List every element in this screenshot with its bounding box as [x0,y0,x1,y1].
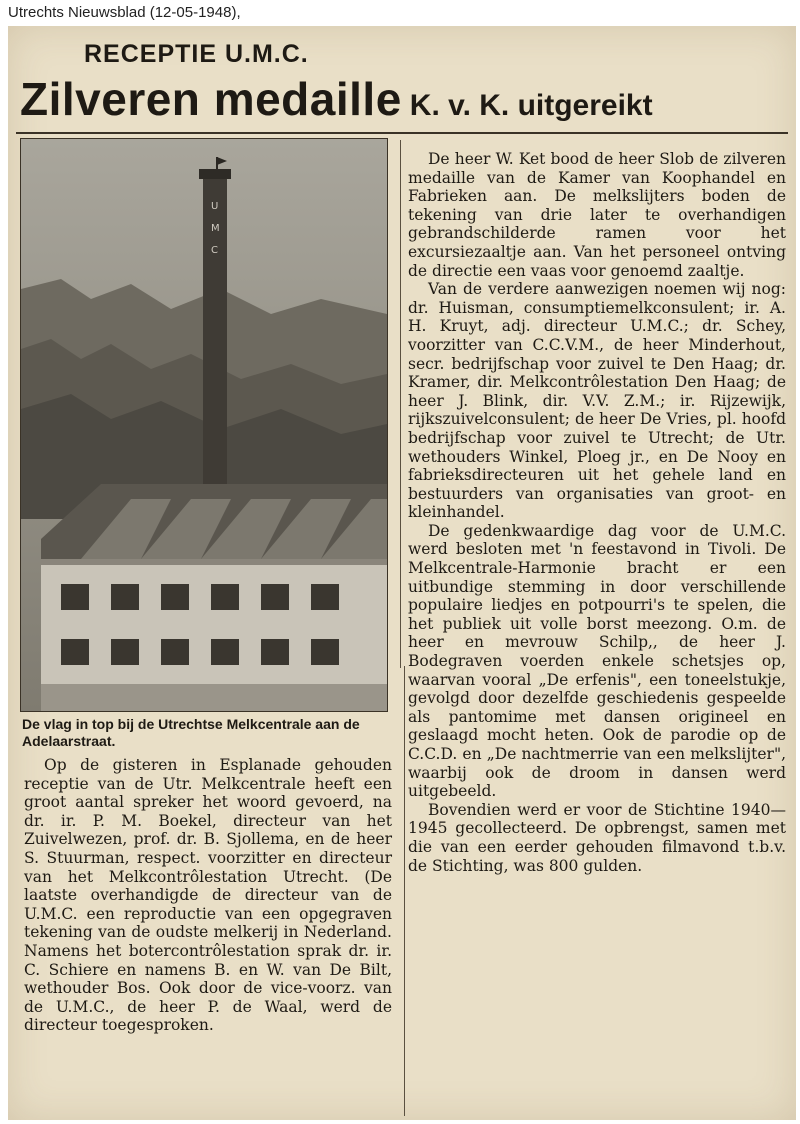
headline-rule [16,132,788,134]
article-paragraph: Van de verdere aanwezigen noemen wij nog: dr. Huisman, consumptiemelkconsulent; ir. A. H. Kruyt, adj. directeur U.M.C.; dr. Schey, voorzitter van C.C.V.M., de heer Minderhout, secr. bedrijfschap voor zuivel te Den Haag; dr. Kramer, dir. Melkcontrôlestation Den Haag; de heer J. Blink, dir. V.V. Z.M.; ir. Rijzewijk, rijkszuivelconsulent; de heer De Vries, pl. hoofd bedrijfschap voor zuivel te Utrecht; de Utr. wethouders Winkel, Ploeg jr., en De Nooy en fabrieksdirecteuren uit het gehele land en bestuurders van organisaties van groot- en kleinhandel. [408,280,786,522]
newspaper-clipping [8,26,796,1120]
headline-main: Zilveren medaille [20,73,402,125]
svg-text:M: M [211,223,220,234]
source-label: Utrechts Nieuwsblad (12-05-1948), [8,4,241,21]
column-divider-lower [404,666,405,1116]
factory-photo-icon [21,139,387,711]
article-kicker: RECEPTIE U.M.C. [84,40,309,68]
factory-photo [20,138,388,712]
article-paragraph: De gedenkwaardige dag voor de U.M.C. werd besloten met 'n feestavond in Tivoli. De Melkcentrale-Harmonie bracht er een uitbundige stemming in door verschillende populaire liedjes en potpourri's te spelen, die het publiek uit volle borst meezong. O.m. de heer en mevrouw Schilp,, de heer J. Bodegraven voerden enkele schetsjes op, waarvan vooral „De erfenis", een toneelstukje, gevolgd door dezelfde geschiedenis gespeelde als pantomime met dansen origineel en geslaagd mocht heten. Ook de parodie op de C.C.D. en „De nachtmerrie van een melkslijter", waarbij ook de droom in dansen werd uitgebeeld. [408,521,786,801]
svg-text:C: C [211,245,218,256]
photo-caption: De vlag in top bij de Utrechtse Melkcentrale aan de Adelaarstraat. [22,716,360,749]
article-left-column [24,756,392,1035]
column-divider [400,140,401,668]
article-paragraph: Bovendien werd er voor de Stichtine 1940—1945 gecollecteerd. De opbrengst, samen met die van een eerder gehouden filmavond t.b.v. de Stichting, was 800 gulden. [408,800,786,875]
article-headline [20,72,653,126]
article-paragraph: De heer W. Ket bood de heer Slob de zilveren medaille van de Kamer van Koophandel en Fabrieken aan. De melkslijters boden de tekening van drie later te overhandigen gebrandschilderde ramen voor het excursiezaaltje aan. Van het personeel ontving de directie een vaas voor genoemd zaaltje. [408,150,786,280]
article-right-column [408,150,786,875]
svg-text:U: U [211,201,219,212]
headline-sub: K. v. K. uitgereikt [409,89,653,122]
article-paragraph: Op de gisteren in Esplanade gehouden receptie van de Utr. Melkcentrale heeft een groot aantal spreker het woord gevoerd, na dr. ir. P. M. Boekel, directeur van het Zuivelwezen, prof. dr. B. Sjollema, en de heer S. Stuurman, respect. voorzitter en directeur van het Melkcontrôlestation Utrecht. (De laatste overhandigde de directeur van de U.M.C. een reproductie van een opgegraven tekening van de oudste melkerij in Nederland. Namens het botercontrôlestation sprak dr. ir. C. Schiere en namens B. en W. van De Bilt, wethouder Bos. Ook door de vice-voorz. van de U.M.C., de heer P. de Waal, werd de directeur toegesproken. [24,756,392,1035]
source-bar [0,0,800,26]
